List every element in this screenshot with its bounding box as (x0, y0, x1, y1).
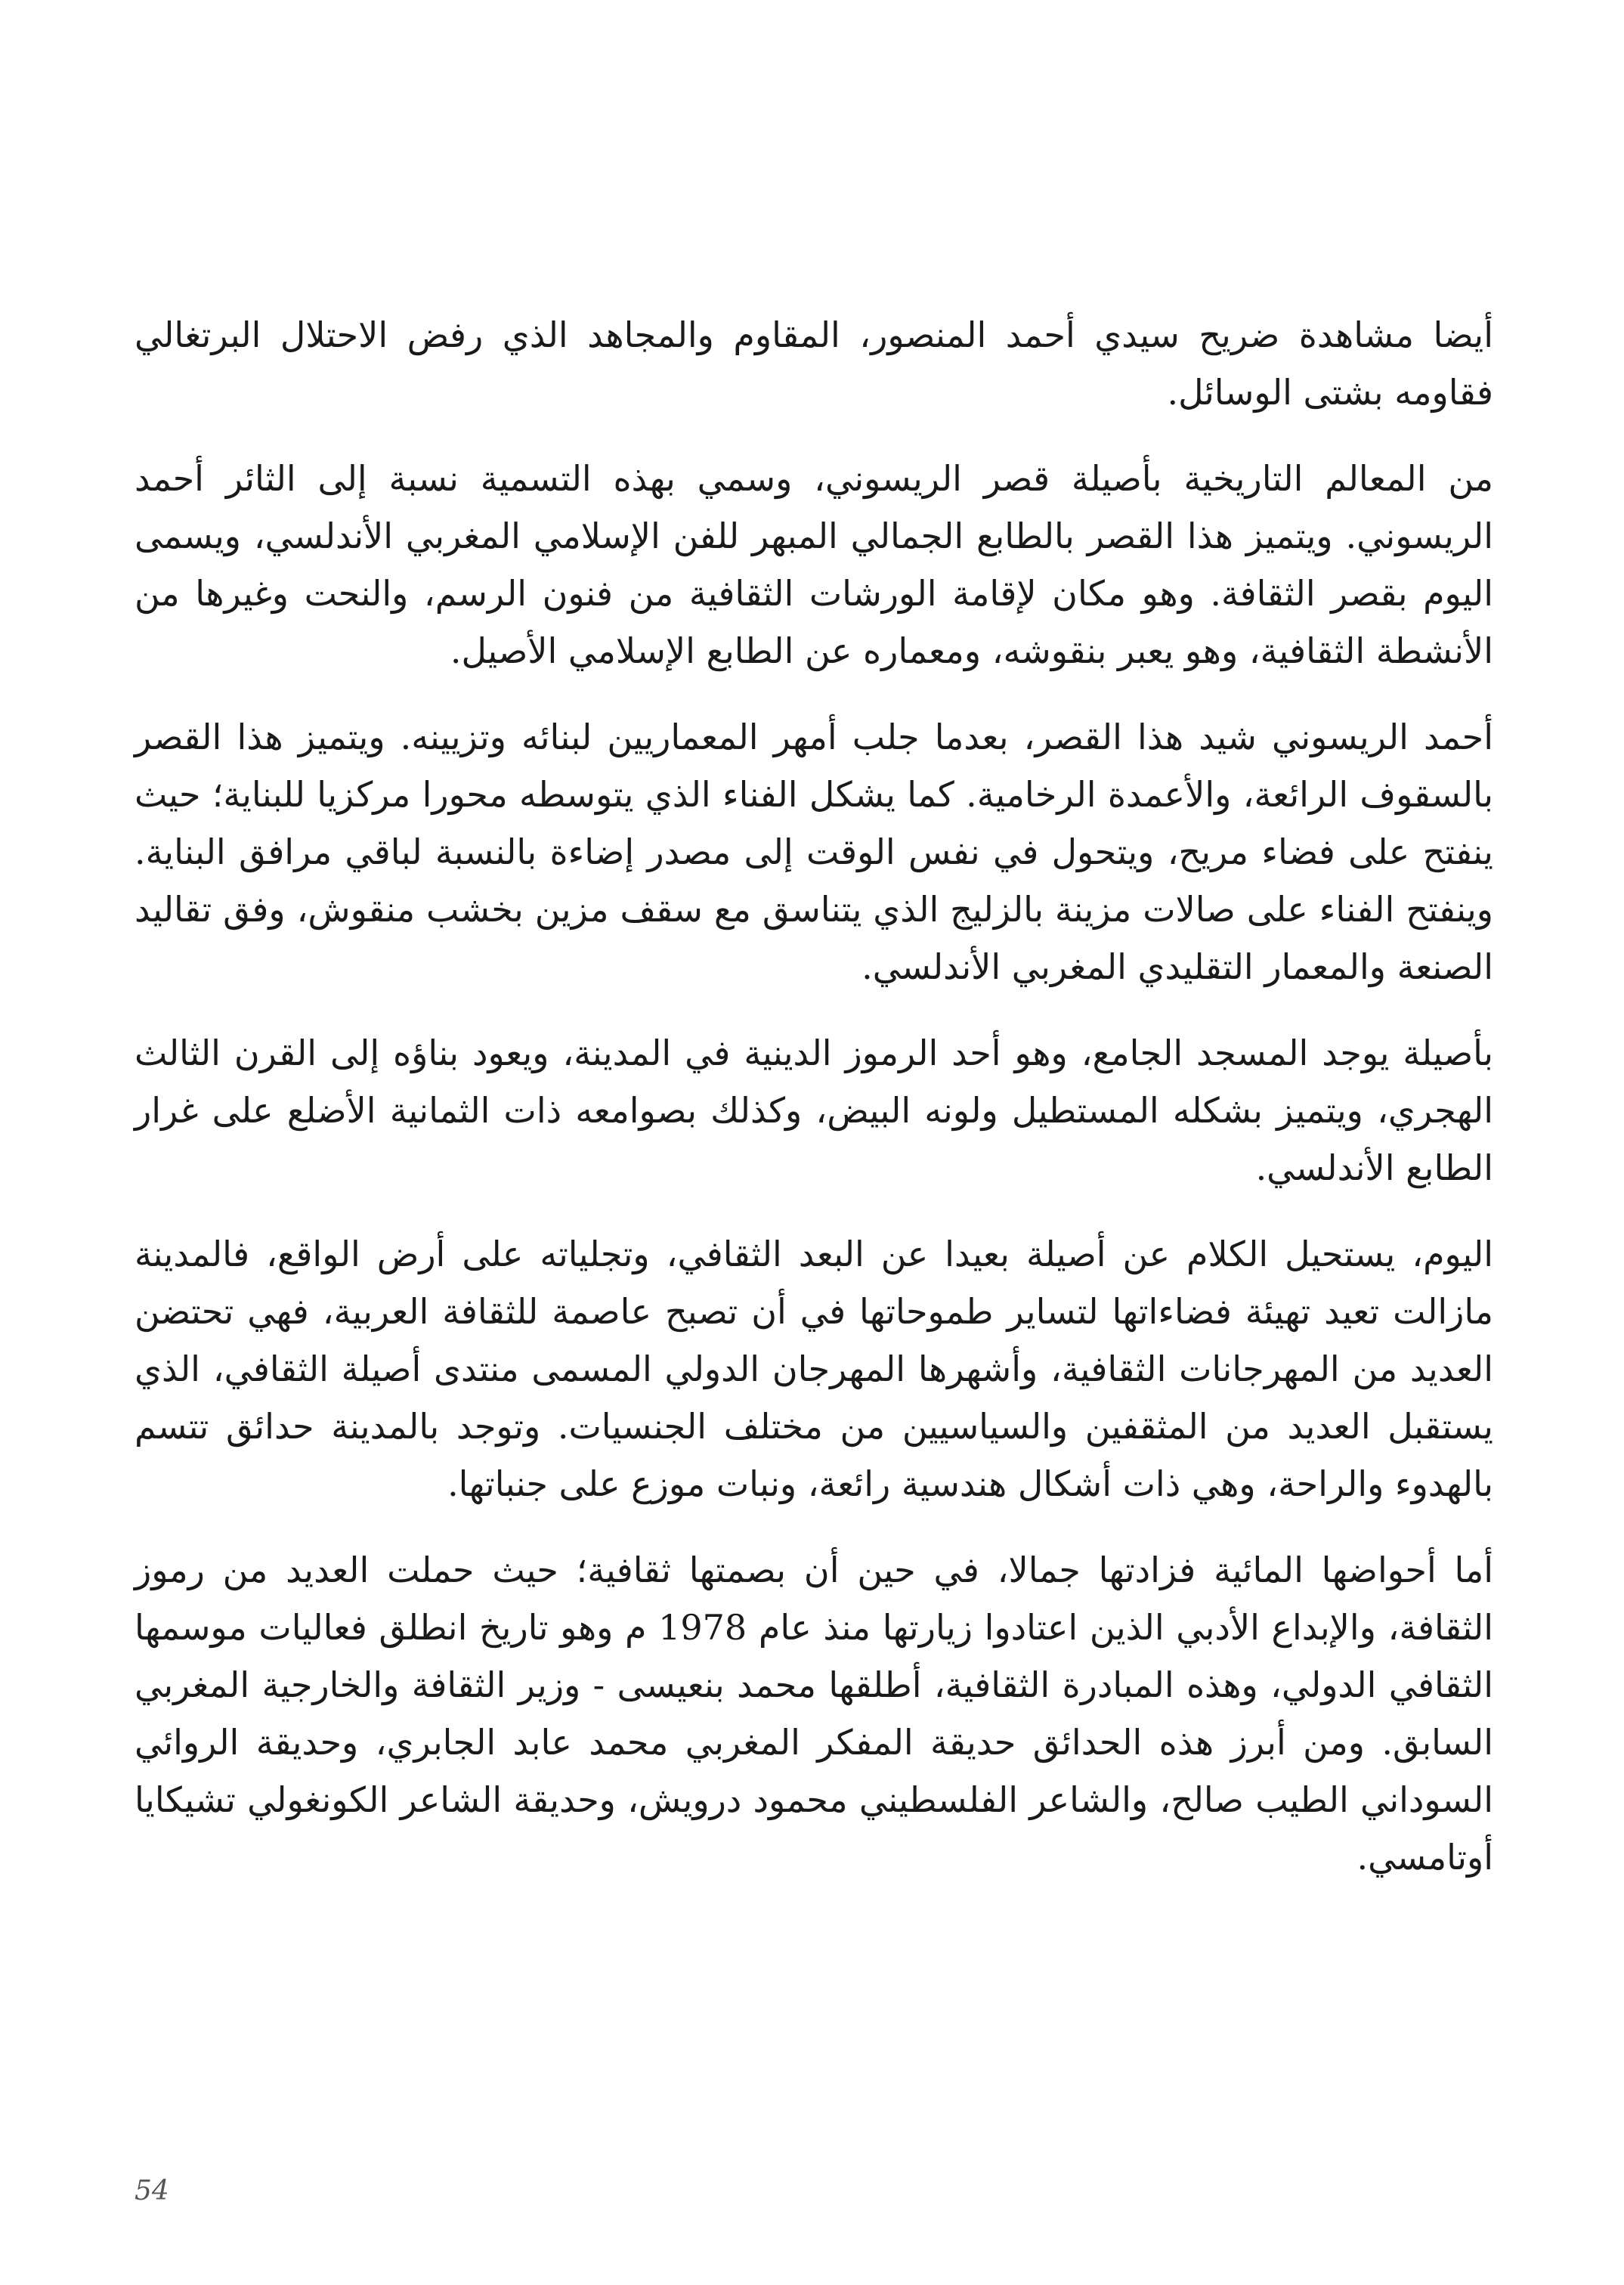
paragraph-3: أحمد الريسوني شيد هذا القصر، بعدما جلب أمهر المعماريين لبنائه وتزيينه. ويتميز هذا القصر بالسقوف الرائعة، والأعمدة الرخامية. كما يشكل الفناء الذي يتوسطه محورا مركزيا للبناية؛ حيث ينفتح على فضاء مريح، ويتحول في نفس الوقت إلى مصدر إضاءة بالنسبة لباقي مرافق البناية. وينفتح الفناء على صالات مزينة بالزليج الذي يتناسق مع سقف مزين بخشب منقوش، وفق تقاليد الصنعة والمعمار التقليدي المغربي الأندلسي. (135, 717, 1493, 987)
page-number: 54 (135, 2175, 169, 2206)
paragraph-2: من المعالم التاريخية بأصيلة قصر الريسوني، وسمي بهذه التسمية نسبة إلى الثائر أحمد الريسوني. ويتميز هذا القصر بالطابع الجمالي المبهر للفن الإسلامي المغربي الأندلسي، ويسمى اليوم بقصر الثقافة. وهو مكان لإقامة الورشات الثقافية من فنون الرسم، والنحت وغيرها من الأنشطة الثقافية، وهو يعبر بنقوشه، ومعماره عن الطابع الإسلامي الأصيل. (135, 458, 1493, 671)
paragraph-4: بأصيلة يوجد المسجد الجامع، وهو أحد الرموز الدينية في المدينة، ويعود بناؤه إلى القرن الثالث الهجري، ويتميز بشكله المستطيل ولونه البيض، وكذلك بصوامعه ذات الثمانية الأضلع على غرار الطابع الأندلسي. (135, 1033, 1493, 1188)
paragraph-6: أما أحواضها المائية فزادتها جمالا، في حين أن بصمتها ثقافية؛ حيث حملت العديد من رموز الثقافة، والإبداع الأدبي الذين اعتادوا زيارتها منذ عام 1978 م وهو تاريخ انطلق فعاليات موسمها الثقافي الدولي، وهذه المبادرة الثقافية، أطلقها محمد بنعيسى - وزير الثقافة والخارجية المغربي السابق. ومن أبرز هذه الحدائق حديقة المفكر المغربي محمد عابد الجابري، وحديقة الروائي السوداني الطيب صالح، والشاعر الفلسطيني محمود درويش، وحديقة الشاعر الكونغولي تشيكايا أوتامسي. (135, 1550, 1493, 1878)
paragraph-1: أيضا مشاهدة ضريح سيدي أحمد المنصور، المقاوم والمجاهد الذي رفض الاحتلال البرتغالي فقاومه بشتى الوسائل. (135, 314, 1493, 413)
article-body (135, 306, 1493, 1915)
paragraph-5: اليوم، يستحيل الكلام عن أصيلة بعيدا عن البعد الثقافي، وتجلياته على أرض الواقع، فالمدينة مازالت تعيد تهيئة فضاءاتها لتساير طموحاتها في أن تصبح عاصمة للثقافة العربية، فهي تحتضن العديد من المهرجانات الثقافية، وأشهرها المهرجان الدولي المسمى منتدى أصيلة الثقافي، الذي يستقبل العديد من المثقفين والسياسيين من مختلف الجنسيات. وتوجد بالمدينة حدائق تتسم بالهدوء والراحة، وهي ذات أشكال هندسية رائعة، ونبات موزع على جنباتها. (135, 1234, 1493, 1504)
